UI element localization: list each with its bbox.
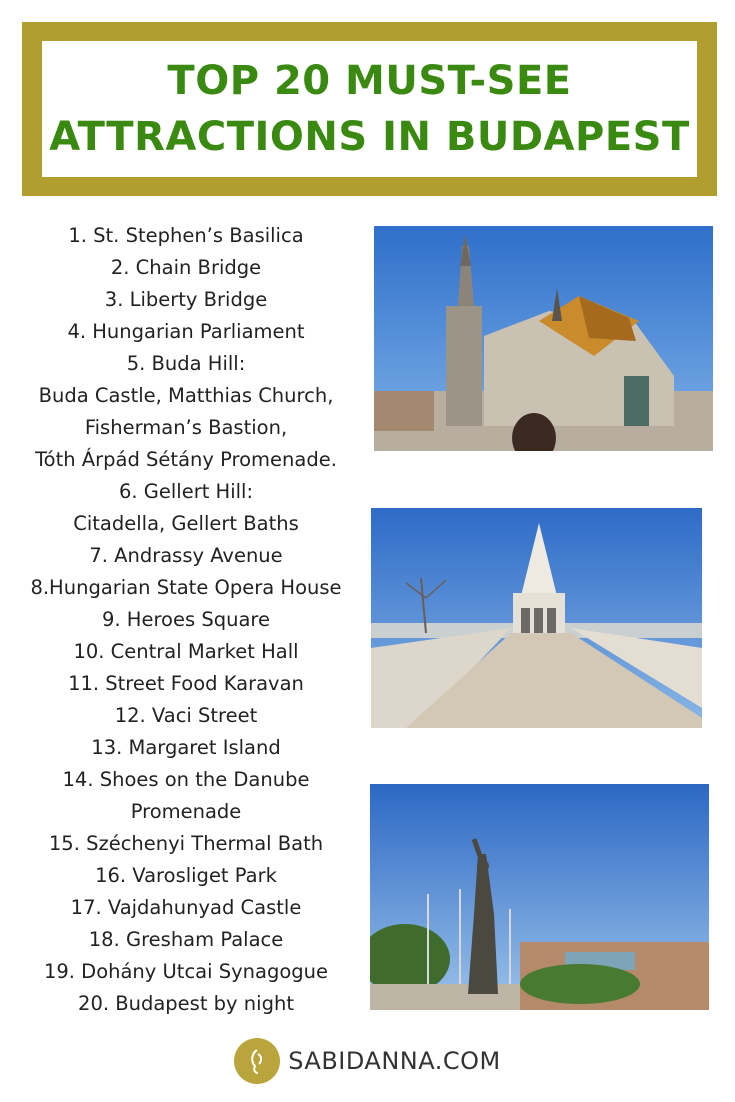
attraction-item: Fisherman’s Bastion, (84, 416, 288, 439)
liberty-statue-photo (370, 784, 709, 1010)
attraction-item: Promenade (130, 800, 242, 823)
attraction-item: Tóth Árpád Sétány Promenade. (35, 448, 337, 471)
attraction-item: Buda Castle, Matthias Church, (38, 384, 334, 407)
attraction-item: 18. Gresham Palace (88, 928, 284, 951)
title-line-2: ATTRACTIONS IN BUDAPEST (49, 114, 690, 160)
attraction-item: 10. Central Market Hall (73, 640, 299, 663)
attractions-list (6, 220, 366, 1020)
title-line-1: TOP 20 MUST-SEE (167, 58, 572, 104)
attraction-item: 11. Street Food Karavan (68, 672, 304, 695)
attraction-item: 1. St. Stephen’s Basilica (68, 224, 304, 247)
attraction-item: 19. Dohány Utcai Synagogue (43, 960, 329, 983)
attraction-item: 15. Széchenyi Thermal Bath (48, 832, 324, 855)
attraction-item: 12. Vaci Street (114, 704, 258, 727)
attraction-item: 8.Hungarian State Opera House (30, 576, 342, 599)
attraction-item: Citadella, Gellert Baths (73, 512, 299, 535)
attraction-item: 14. Shoes on the Danube (62, 768, 310, 791)
attraction-item: 4. Hungarian Parliament (67, 320, 305, 343)
attraction-item: 13. Margaret Island (91, 736, 281, 759)
footer (0, 1036, 735, 1086)
attraction-item: 17. Vajdahunyad Castle (70, 896, 302, 919)
attraction-item: 7. Andrassy Avenue (89, 544, 283, 567)
attraction-item: 2. Chain Bridge (110, 256, 262, 279)
title-banner (22, 22, 717, 196)
attraction-item: 20. Budapest by night (78, 992, 294, 1015)
attraction-item: 3. Liberty Bridge (104, 288, 268, 311)
attraction-item: 6. Gellert Hill: (118, 480, 254, 503)
brand-name[interactable]: SABIDANNA.COM (288, 1047, 501, 1075)
title-box (42, 41, 697, 177)
attraction-item: 9. Heroes Square (102, 608, 270, 631)
fishermans-bastion-photo (371, 508, 702, 728)
attraction-item: 5. Buda Hill: (126, 352, 246, 375)
brand-logo-icon (234, 1038, 280, 1084)
attraction-item: 16. Varosliget Park (95, 864, 277, 887)
matthias-church-photo (374, 226, 713, 451)
